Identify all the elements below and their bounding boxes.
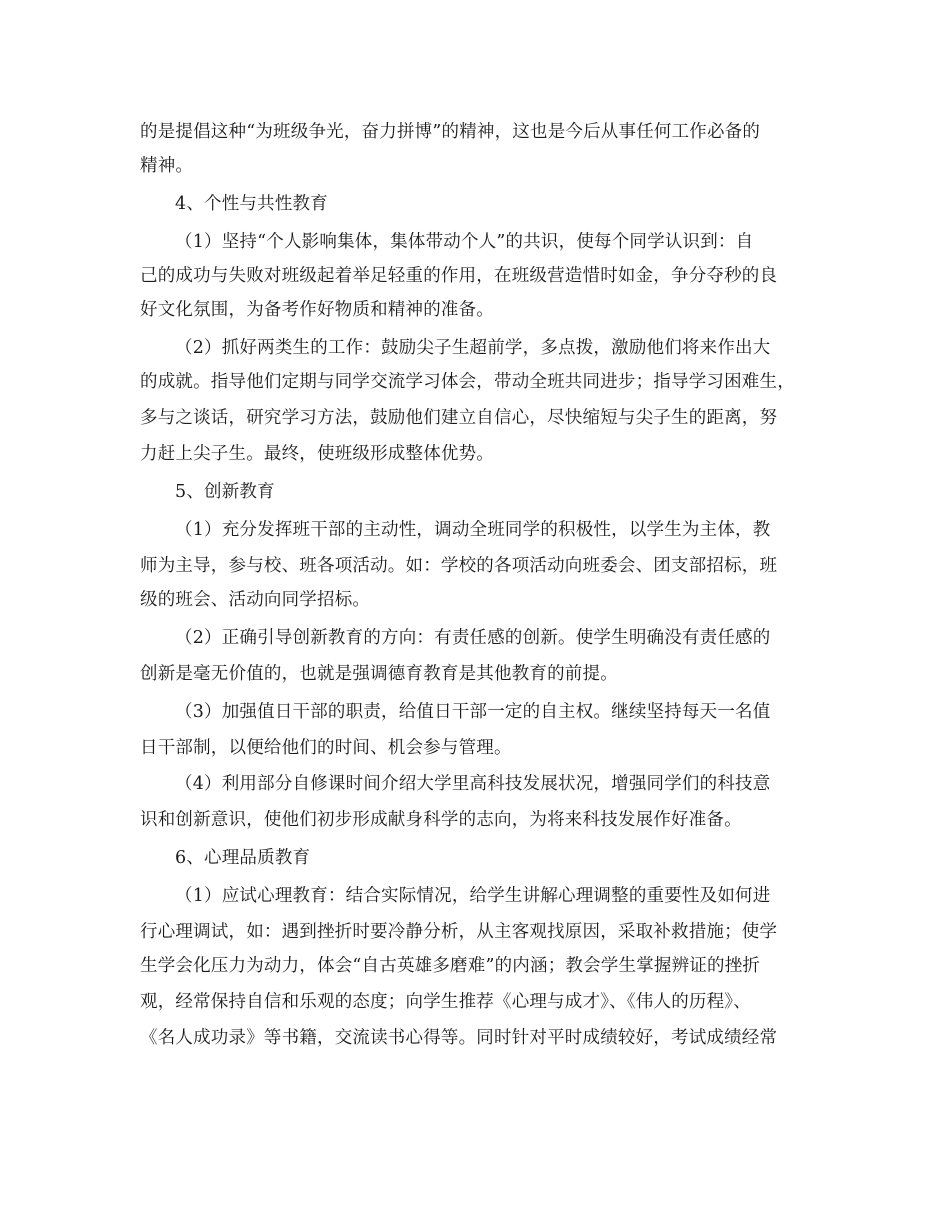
section-heading: 5、创新教育 — [175, 482, 275, 502]
text-line: 生学会化压力为动力，体会“自古英雄多磨难”的内涵；教会学生掌握辨证的挫折 — [140, 956, 761, 976]
section-heading: 4、个性与共性教育 — [175, 194, 328, 214]
text-line: （2）抓好两类生的工作：鼓励尖子生超前学，多点拨，激励他们将来作出大 — [175, 338, 771, 358]
section-heading: 6、心理品质教育 — [175, 848, 311, 868]
text-line: 识和创新意识，使他们初步形成献身科学的志向，为将来科技发展作好准备。 — [140, 810, 742, 830]
text-line: 创新是毫无价值的，也就是强调德育教育是其他教育的前提。 — [140, 664, 618, 684]
text-line: （2）正确引导创新教育的方向：有责任感的创新。使学生明确没有责任感的 — [175, 628, 771, 648]
text-line: 日干部制，以便给他们的时间、机会参与管理。 — [140, 738, 512, 758]
text-line: 好文化氛围，为备考作好物质和精神的准备。 — [140, 300, 494, 320]
text-line: （1）应试心理教育：结合实际情况，给学生讲解心理调整的重要性及如何进 — [175, 886, 771, 906]
text-line: 行心理调试，如：遇到挫折时要冷静分析，从主客观找原因，采取补救措施；使学 — [140, 922, 778, 942]
text-line: （4）利用部分自修课时间介绍大学里高科技发展状况，增强同学们的科技意 — [175, 774, 771, 794]
text-line: 己的成功与失败对班级起着举足轻重的作用，在班级营造惜时如金，争分夺秒的良 — [140, 266, 778, 286]
text-line: 观，经常保持自信和乐观的态度；向学生推荐《心理与成才》、《伟人的历程》、 — [140, 992, 751, 1012]
text-line: （3）加强值日干部的职责，给值日干部一定的自主权。继续坚持每天一名值 — [175, 702, 771, 722]
text-line: 的是提倡这种“为班级争光，奋力拼博”的精神，这也是今后从事任何工作必备的 — [140, 122, 761, 142]
text-line: 的成就。指导他们定期与同学交流学习体会，带动全班共同进步；指导学习困难生， — [140, 372, 795, 392]
text-line: （1）坚持“个人影响集体，集体带动个人”的共识，使每个同学认识到：自 — [175, 232, 754, 252]
text-line: 《名人成功录》等书籍，交流读书心得等。同时针对平时成绩较好，考试成绩经常 — [140, 1028, 778, 1048]
text-line: 级的班会、活动向同学招标。 — [140, 590, 371, 610]
text-line: 多与之谈话，研究学习方法，鼓励他们建立自信心，尽快缩短与尖子生的距离，努 — [140, 408, 778, 428]
text-line: 精神。 — [140, 156, 194, 176]
text-line: 力赶上尖子生。最终，使班级形成整体优势。 — [140, 444, 494, 464]
text-line: （1）充分发挥班干部的主动性，调动全班同学的积极性，以学生为主体，教 — [175, 520, 771, 540]
text-line: 师为主导，参与校、班各项活动。如：学校的各项活动向班委会、团支部招标，班 — [140, 556, 778, 576]
